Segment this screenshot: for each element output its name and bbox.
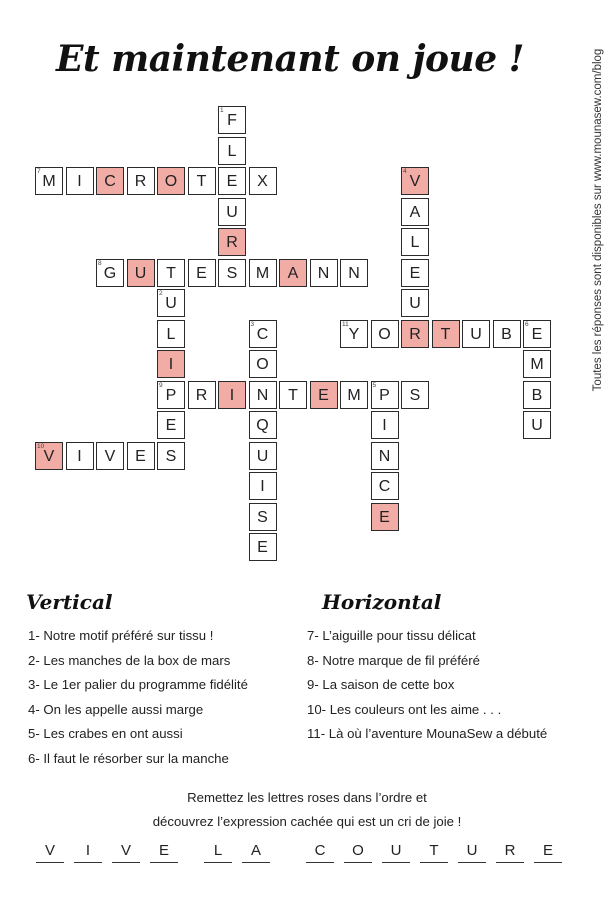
answer-blank[interactable]: V [112, 840, 140, 863]
answer-blank[interactable]: U [458, 840, 486, 863]
crossword-cell[interactable]: I [218, 381, 246, 409]
crossword-cell[interactable]: U [157, 289, 185, 317]
clue-number: 3 [250, 320, 255, 328]
crossword-cell[interactable]: O [371, 320, 399, 348]
crossword-cell[interactable]: O [157, 167, 185, 195]
clue-horizontal-10: 10- Les couleurs ont les aime . . . [307, 701, 502, 717]
crossword-cell[interactable]: E [371, 503, 399, 531]
crossword-cell[interactable]: C [249, 320, 277, 348]
clue-number: 10 [37, 442, 45, 450]
crossword-cell[interactable]: E [188, 259, 216, 287]
crossword-cell[interactable]: E [218, 167, 246, 195]
vertical-heading: Vertical [26, 590, 113, 614]
vertical-clues [28, 626, 248, 773]
clue-number: 6 [525, 320, 529, 328]
crossword-cell[interactable]: E [127, 442, 155, 470]
crossword-cell[interactable]: P [157, 381, 185, 409]
crossword-cell[interactable]: I [66, 167, 94, 195]
crossword-cell[interactable]: E [249, 533, 277, 561]
crossword-cell[interactable]: V [401, 167, 429, 195]
crossword-cell[interactable]: M [523, 350, 551, 378]
clue-number: 11 [342, 320, 349, 328]
answer-blank[interactable]: E [534, 840, 562, 863]
crossword-cell[interactable]: X [249, 167, 277, 195]
crossword-cell[interactable]: S [218, 259, 246, 287]
clue-horizontal-7: 7- L’aiguille pour tissu délicat [307, 628, 476, 643]
crossword-cell[interactable]: Q [249, 411, 277, 439]
clue-number: 2 [159, 290, 163, 297]
answer-blank[interactable]: C [306, 840, 334, 863]
crossword-cell[interactable]: S [157, 442, 185, 470]
crossword-cell[interactable]: B [493, 320, 521, 348]
crossword-cell[interactable]: U [218, 198, 246, 226]
answer-blank[interactable]: L [204, 840, 232, 863]
horizontal-clues [307, 626, 547, 749]
crossword-cell[interactable]: C [371, 472, 399, 500]
crossword-cell[interactable]: U [127, 259, 155, 287]
crossword-cell[interactable]: G [96, 259, 124, 287]
clue-number: 5 [372, 381, 377, 389]
crossword-cell[interactable]: L [401, 228, 429, 256]
crossword-cell[interactable]: U [523, 411, 551, 439]
crossword-cell[interactable]: N [340, 259, 368, 287]
crossword-cell[interactable]: R [127, 167, 155, 195]
clue-horizontal-11: 11- Là où l’aventure MounaSew a débuté [307, 726, 548, 741]
crossword-cell[interactable]: C [96, 167, 124, 195]
crossword-cell[interactable]: V [35, 442, 63, 470]
crossword-cell[interactable]: N [249, 381, 277, 409]
clue-vertical-5: 5- Les crabes en ont aussi [28, 726, 183, 741]
crossword-cell[interactable]: B [523, 381, 551, 409]
instruction-line-1: Remettez les lettres roses dans l’ordre et [187, 790, 427, 805]
clue-number: 9 [159, 381, 163, 389]
crossword-cell[interactable]: U [462, 320, 490, 348]
answer-blank[interactable]: U [382, 840, 410, 863]
clue-horizontal-8: 8- Notre marque de fil préféré [307, 652, 480, 668]
crossword-cell[interactable]: L [218, 137, 246, 165]
crossword-cell[interactable]: Y [340, 320, 368, 348]
instruction-line-2: découvrez l’expression cachée qui est un cri de joie ! [152, 814, 462, 829]
crossword-title: Et maintenant on joue ! [56, 38, 524, 80]
clue-vertical-2: 2- Les manches de la box de mars [28, 652, 231, 668]
crossword-cell[interactable]: F [218, 106, 246, 134]
clue-number: 7 [37, 168, 41, 175]
answer-blank[interactable]: T [420, 840, 448, 863]
crossword-cell[interactable]: R [218, 228, 246, 256]
crossword-cell[interactable]: L [157, 320, 185, 348]
crossword-cell[interactable]: M [35, 167, 63, 195]
hidden-expression [34, 840, 574, 864]
crossword-cell[interactable]: R [401, 320, 429, 348]
answer-blank[interactable]: O [344, 840, 372, 863]
crossword-cell[interactable]: N [371, 442, 399, 470]
answer-blank[interactable]: E [150, 840, 178, 863]
clue-number: 8 [98, 259, 102, 267]
crossword-cell[interactable]: S [249, 503, 277, 531]
crossword-cell[interactable]: E [401, 259, 429, 287]
crossword-cell[interactable]: T [432, 320, 460, 348]
crossword-cell[interactable]: T [279, 381, 307, 409]
crossword-cell[interactable]: I [249, 472, 277, 500]
crossword-cell[interactable]: E [523, 320, 551, 348]
crossword-cell[interactable]: V [96, 442, 124, 470]
crossword-cell[interactable]: A [279, 259, 307, 287]
clue-vertical-1: 1- Notre motif préféré sur tissu ! [28, 628, 214, 643]
crossword-cell[interactable]: I [371, 411, 399, 439]
clue-vertical-3: 3- Le 1er palier du programme fidélité [28, 677, 248, 692]
crossword-cell[interactable]: I [66, 442, 94, 470]
crossword-cell[interactable]: T [188, 167, 216, 195]
clue-vertical-4: 4- On les appelle aussi marge [28, 701, 204, 717]
clue-vertical-6: 6- Il faut le résorber sur la manche [28, 750, 229, 766]
answer-blank[interactable]: I [74, 840, 102, 863]
crossword-cell[interactable]: I [157, 350, 185, 378]
crossword-cell[interactable]: U [249, 442, 277, 470]
crossword-cell[interactable]: M [340, 381, 368, 409]
crossword-cell[interactable]: T [157, 259, 185, 287]
crossword-cell[interactable]: M [249, 259, 277, 287]
answer-blank[interactable]: V [36, 840, 64, 863]
clue-number: 1 [220, 107, 224, 114]
crossword-cell[interactable]: P [371, 381, 399, 409]
crossword-cell[interactable]: E [310, 381, 338, 409]
crossword-cell[interactable]: E [157, 411, 185, 439]
answer-blank[interactable]: R [496, 840, 524, 863]
crossword-cell[interactable]: A [401, 198, 429, 226]
crossword-cell[interactable]: O [249, 350, 277, 378]
horizontal-heading: Horizontal [322, 590, 442, 614]
crossword-cell[interactable]: N [310, 259, 338, 287]
side-note-text: Toutes les réponses sont disponibles sur www.mounasew.com/blog [592, 48, 604, 392]
crossword-cell[interactable]: S [401, 381, 429, 409]
clue-number: 4 [403, 168, 407, 175]
crossword-cell[interactable]: U [401, 289, 429, 317]
clue-horizontal-9: 9- La saison de cette box [307, 677, 455, 692]
answer-blank[interactable]: A [242, 840, 270, 863]
crossword-cell[interactable]: R [188, 381, 216, 409]
